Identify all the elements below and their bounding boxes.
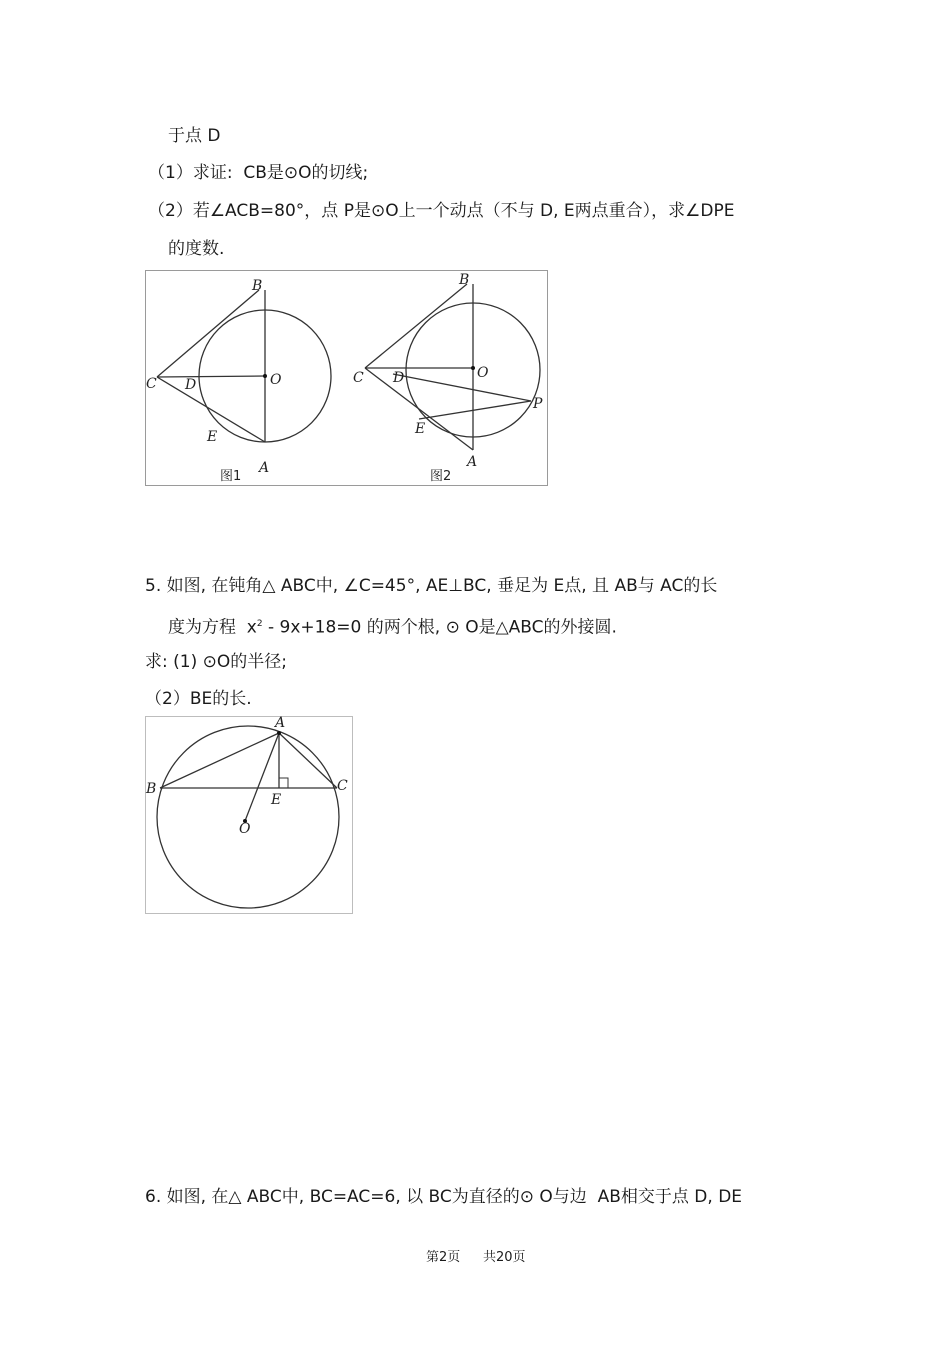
fig1-line-CB <box>157 290 259 377</box>
fig2-label-B: B <box>459 272 470 288</box>
fig2-label-O: O <box>477 365 489 381</box>
problem5-line-1: 5. 如图, 在钝角△ ABC中, ∠C=45°, AE⊥BC, 垂足为 E点, 且 AB与 AC的长 <box>145 576 718 596</box>
fig5-label-E: E <box>271 792 282 808</box>
fig1-label-A: A <box>259 460 270 476</box>
problem5-figure-svg <box>145 716 353 914</box>
problem4-question-2: （2）若∠ACB=80°，点 P是⊙O上一个动点（不与 D, E两点重合），求∠DPE <box>148 201 735 221</box>
fig5-label-O: O <box>239 821 251 837</box>
problem4-question-1: （1）求证: CB是⊙O的切线; <box>148 163 369 183</box>
problem5-exponent: 2 <box>256 619 263 629</box>
fig2-caption: 图2 <box>430 469 452 484</box>
problem5-question-2: （2）BE的长. <box>145 689 252 709</box>
fig1-label-C: C <box>146 376 157 392</box>
problem4-figure-svg <box>145 270 548 486</box>
fig5-label-C: C <box>337 778 348 794</box>
problem4-question-2-continuation: 的度数. <box>168 239 225 259</box>
fig1-label-O: O <box>270 372 282 388</box>
problem4-figure <box>145 270 548 490</box>
fig5-circle <box>157 726 339 908</box>
page-number: 第2页 <box>426 1250 461 1265</box>
fig1-line-CO <box>157 376 265 377</box>
fig5-label-B: B <box>146 781 157 797</box>
fig2-label-E: E <box>415 421 426 437</box>
problem5-ask: 求: (1) ⊙O的半径; <box>145 652 287 672</box>
problem5-figure <box>145 716 353 918</box>
problem5-line-2-post: - 9x+18=0 的两个根, ⊙ O是△ABC的外接圆. <box>262 617 617 638</box>
fig2-label-D: D <box>393 370 405 386</box>
fig1-center-O <box>263 374 267 378</box>
fig2-line-DP <box>393 374 531 401</box>
fig1-caption: 图1 <box>220 469 242 484</box>
problem6-line-1: 6. 如图, 在△ ABC中, BC=AC=6, 以 BC为直径的⊙ O与边 AB相交于点 D, DE <box>145 1187 743 1207</box>
fig1-label-B: B <box>252 278 263 294</box>
fig2-line-EP <box>419 401 531 419</box>
problem5-line-2 <box>168 613 617 639</box>
figure-frame <box>146 717 353 914</box>
page-total: 共20页 <box>483 1250 526 1265</box>
fig2-center-O <box>471 366 475 370</box>
fig2-label-C: C <box>353 370 364 386</box>
fig1-label-D: D <box>185 377 197 393</box>
fig2-line-CB <box>365 284 467 368</box>
fig5-right-angle-mark <box>279 778 288 788</box>
fig1-label-E: E <box>207 429 218 445</box>
problem5-line-2-pre: 度为方程 x <box>168 617 257 638</box>
figure-1 <box>157 290 331 442</box>
fig2-label-A: A <box>467 454 478 470</box>
fig5-label-A: A <box>275 716 286 731</box>
problem4-line-continuation: 于点 D <box>168 126 221 146</box>
figure-2 <box>365 284 540 450</box>
fig2-label-P: P <box>533 396 543 412</box>
fig2-line-CA <box>365 368 473 450</box>
fig5-point-A <box>277 731 281 735</box>
